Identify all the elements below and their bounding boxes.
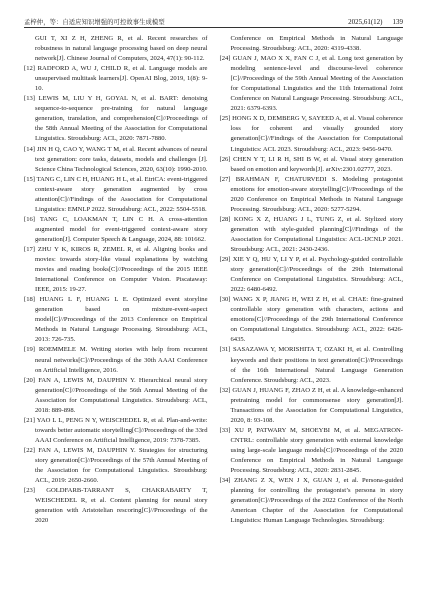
reference-entry: [31] SASAZAWA Y, MORISHITA T, OZAKI H, et al. Controlling keywords and their positions in text generation[C]//Proceedings of the 16th International Natural Language Generation Conference. Stroudsburg: ACL, 2023. (219, 346, 403, 384)
reference-entry: [28] KONG X Z, HUANG J L, TUNG Z, et al. Stylized story generation with style-guided planning[C]//Findings of the Association for Computational Linguistics: ACL-IJCNLP 2021. Stroudsburg: ACL, 2021: 2430-2436. (219, 215, 403, 253)
reference-entry: [29] XIE Y Q, HU Y, LI Y P, et al. Psychology-guided controllable story generation[C]//Proceedings of the 29th International Conference on Computational Linguistics. Stroudsburg: ACL, 2022: 6480-6492. (219, 256, 403, 294)
reference-entry: [23] GOLDFARB-TARRANT S, CHAKRABARTY T, WEISCHEDEL R, et al. Content planning for neural story generation with Aristotelian rescoring[C]//Proceedings of the 2020 (24, 487, 208, 525)
reference-entry: [16] TANG C, LOAKMAN T, LIN C H. A cross-attention augmented model for event-triggered context-aware story generation[J]. Computer Speech & Language, 2024, 88: 101662. (24, 215, 208, 243)
reference-entry: [33] XU P, PATWARY M, SHOEYBI M, et al. MEGATRON-CNTRL: controllable story generation with external knowledge using large-scale language models[C]//Proceedings of the 2020 Conference on Empirical Methods in Natural Language Processing. Stroudsburg: ACL, 2020: 2831-2845. (219, 426, 403, 475)
reference-entry: [19] ROEMMELE M. Writing stories with help from recurrent neural networks[C]//Proceedings of the 30th AAAI Conference on Artificial Intelligence, 2016. (24, 346, 208, 374)
reference-entry: [17] ZHU Y K, KIROS R, ZEMEL R, et al. Aligning books and movies: towards story-like visual explanations by watching movies and reading books[C]//Proceedings of the 2015 IEEE International Conference on Computer Vision. Piscataway: IEEE, 2015: 19-27. (24, 245, 208, 294)
reference-columns (24, 34, 403, 595)
reference-entry: [18] HUANG L F, HUANG L E. Optimized event storyline generation based on mixture-event-aspect model[C]//Proceedings of the 2013 Conference on Empirical Methods in Natural Language Processing. Stroudsburg: ACL, 2013: 726-735. (24, 296, 208, 344)
reference-entry: [24] GUAN J, MAO X X, FAN C J, et al. Long text generation by modeling sentence-level and discourse-level coherence [C]//Proceedings of the 59th Annual Meeting of the Association for Computational Linguistics and the 11th International Joint Conference on Natural Language Processing. Stroudsburg: ACL, 2021: 6379-6393. (219, 55, 403, 113)
left-column (24, 34, 208, 595)
reference-entry: [14] JIN H Q, CAO Y, WANG T M, et al. Recent advances of neural text generation: core tasks, datasets, models and challenges [J]. Science China Technological Sciences, 2020, 63(10): 1990-2010. (24, 145, 208, 173)
issue-and-page (348, 19, 403, 26)
running-title: 孟梓仲，等：自适应知识增强的可控故事生成模型 (24, 18, 165, 26)
header-rule (24, 27, 403, 28)
reference-entry: [15] TANG C, LIN C H, HUANG H L, et al. EtriCA: event-triggered context-aware story generation augmented by cross attention[C]//Findings of the Association for Computational Linguistics: EMNLP 2022. Stroudsburg: ACL, 2022: 5504-5518. (24, 175, 208, 213)
issue-number: 2025,61(12) (348, 18, 383, 26)
reference-entry: [26] CHEN Y T, LI R H, SHI B W, et al. Visual story generation based on emotion and keywords[J]. arXiv:2301.02777, 2023. (219, 155, 403, 173)
reference-entry: Conference on Empirical Methods in Natural Language Processing. Stroudsburg: ACL, 2020: 4319-4338. (230, 35, 403, 53)
reference-entry: [12] RADFORD A, WU J, CHILD R, et al. Language models are unsupervised multitask learners[J]. OpenAI Blog, 2019, 1(8): 9-10. (24, 65, 208, 93)
reference-entry: [32] GUAN J, HUANG F, ZHAO Z H, et al. A knowledge-enhanced pretraining model for commonsense story generation[J]. Transactions of the Association for Computational Linguistics, 2020, 8: 93-108. (219, 386, 403, 424)
reference-entry: [22] FAN A, LEWIS M, DAUPHIN Y. Strategies for structuring story generation[C]//Proceedings of the 57th Annual Meeting of the Association for Computational Linguistics. Stroudsburg: ACL, 2019: 2650-2660. (24, 446, 208, 485)
reference-entry: [30] WANG X P, JIANG H, WEI Z H, et al. CHAE: fine-grained controllable story generation with characters, actions and emotions[C]//Proceedings of the 29th International Conference on Computational Linguistics. Stroudsburg: ACL, 2022: 6426-6435. (219, 296, 403, 344)
reference-entry: GUI T, XI Z H, ZHENG R, et al. Recent researches of robustness in natural language processing based on deep neural network[J]. Chinese Journal of Computers, 2024, 47(1): 90-112. (35, 35, 208, 63)
reference-entry: [13] LEWIS M, LIU Y H, GOYAL N, et al. BART: denoising sequence-to-sequence pre-training for natural language generation, translation, and comprehension[C]//Proceedings of the 58th Annual Meeting of the Association for Computational Linguistics. Stroudsburg: ACL, 2020: 7871-7880. (24, 95, 208, 143)
reference-entry: [25] HONG X D, DEMBERG V, SAYEED A, et al. Visual coherence loss for coherent and visually grounded story generation[C]//Findings of the Association for Computational Linguistics: ACL 2023. Stroudsburg: ACL, 2023: 9456-9470. (219, 115, 403, 153)
reference-entry: [21] YAO L L, PENG N Y, WEISCHEDEL R, et al. Plan-and-write: towards better automatic storytelling[C]//Proceedings of the 33rd AAAI Conference on Artificial Intelligence, 2019: 7378-7385. (24, 416, 208, 444)
right-column (220, 34, 404, 595)
page-number: 139 (392, 18, 403, 26)
reference-entry: [34] ZHANG Z X, WEN J X, GUAN J, et al. Persona-guided planning for controlling the protagonist’s persona in story generation[C]//Proceedings of the 2022 Conference of the North American Chapter of the Association for Computational Linguistics: Human Language Technologies. Stroudsburg: (219, 477, 403, 525)
running-header (24, 10, 403, 26)
reference-entry: [20] FAN A, LEWIS M, DAUPHIN Y. Hierarchical neural story generation[C]//Proceedings of the 56th Annual Meeting of the Association for Computational Linguistics. Stroudsburg: ACL, 2018: 889-898. (24, 376, 208, 414)
reference-entry: [27] BRAHMAN F, CHATURVEDI S. Modeling protagonist emotions for emotion-aware storytelling[C]//Proceedings of the 2020 Conference on Empirical Methods in Natural Language Processing. Stroudsburg: ACL, 2020: 5277-5294. (219, 175, 403, 213)
